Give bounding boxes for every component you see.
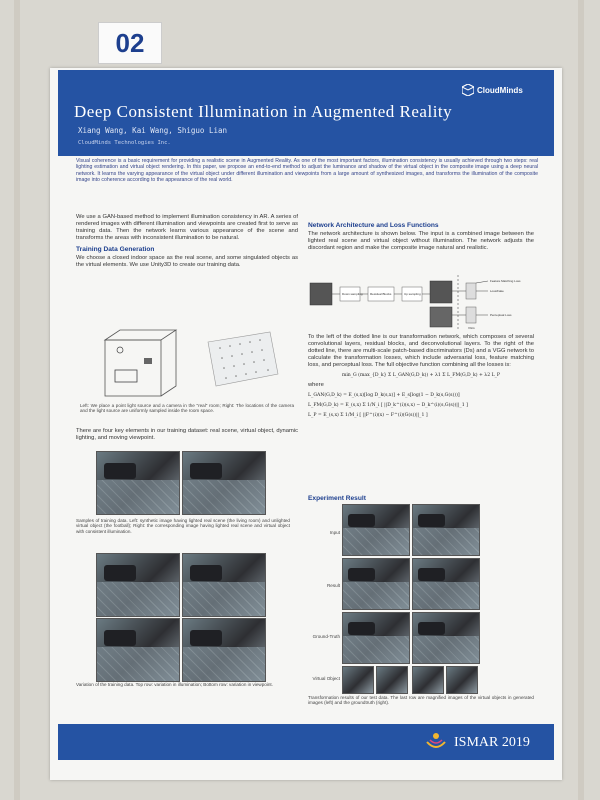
result-groundtruth-2 xyxy=(412,612,480,664)
row-label-virtual-object: Virtual Object xyxy=(312,676,340,681)
conference-name: ISMAR 2019 xyxy=(454,735,530,750)
poster-number-tag: 02 xyxy=(98,22,162,64)
elements-text: There are four key elements in our training dataset: real scene, virtual object, dynamic lighting, and moving viewpoint. xyxy=(76,428,298,441)
row-label-result: Result xyxy=(326,583,340,588)
row-label-groundtruth: Ground-Truth xyxy=(312,634,340,639)
right-column-top xyxy=(308,218,534,252)
poster-header xyxy=(58,70,554,156)
training-sample-lit xyxy=(182,451,266,515)
result-groundtruth-1 xyxy=(342,612,410,664)
caption-samples: Samples of training data. Left: synthetic image having lighted real scene (the living room) and unlighted virtual object (the football); Right: the corresponding image having lighted real scene and virtual object with consistent illumination. xyxy=(76,518,290,534)
training-text: We choose a closed indoor space as the real scene, and some singulated objects as the virtual elements. We use Unity3D to create our training data. xyxy=(76,255,298,268)
label-fm-loss: Feature Matching Loss xyxy=(490,279,521,283)
label-upsampling: Up sampling xyxy=(404,292,421,296)
training-sample-unlit xyxy=(96,451,180,515)
experiment-section xyxy=(308,491,534,504)
equation-main: min_G (max_{D_k} Σ L_GAN(G,D_k)) + λ1 Σ L_FM(G,D_k) + λ2 L_P xyxy=(341,373,501,378)
room-diagram xyxy=(100,328,290,400)
affiliation: CloudMinds Technologies Inc. xyxy=(78,140,171,146)
where-text: where xyxy=(308,382,324,388)
label-residual: Residual Blocks xyxy=(370,292,392,296)
poster-footer xyxy=(58,724,554,760)
variation-view-2 xyxy=(182,618,266,682)
left-column xyxy=(76,214,298,269)
network-heading: Network Architecture and Loss Functions xyxy=(308,222,439,229)
magnified-generated-1 xyxy=(342,666,374,694)
variation-view-1 xyxy=(96,618,180,682)
equation-gan: L_GAN(G,D_k) = E_(s,x)[log D_k(s,x)] + E_s[log(1 − D_k(s,G(s)))] xyxy=(308,393,460,398)
magnified-groundtruth-2 xyxy=(446,666,478,694)
network-text: The network architecture is shown below. The input is a combined image between the lighted real scene and virtual object without illumination. The network adjusts the discordant region and make the composite image natural and realistic. xyxy=(308,231,534,251)
caption-variation: Variation of the training data. Top row: variation in illumination; Bottom row: variation in viewpoint. xyxy=(76,682,273,687)
cube-logo-icon xyxy=(462,84,474,96)
right-column-mid xyxy=(308,334,534,422)
equation-fm: L_FM(G,D_k) = E_(s,x) Σ 1/N_i [ ||D_k^(i)(s,x) − D_k^(i)(s,G(s))||_1 ] xyxy=(308,403,468,408)
label-perceptual: Perceptual Loss xyxy=(490,313,512,317)
wall-seam-left xyxy=(14,0,20,800)
magnified-generated-2 xyxy=(412,666,444,694)
logo-text: CloudMinds xyxy=(477,85,523,95)
intro-text: We use a GAN-based method to implement illumination consistency in AR. A series of rendered images with different illumination and viewpoints are created first to serve as training data. Then the network learns various appearance of the scene and transforms the areas with inconsistent illumination to be natural. xyxy=(76,214,298,241)
company-logo xyxy=(462,84,523,96)
caption-results: Transformation results of our test data. The last row are magnified images of the virtual objects in generated images (left) and the groundtruth (right). xyxy=(308,695,534,706)
network-diagram xyxy=(308,273,536,331)
network-text-2: To the left of the dotted line is our transformation network, which composes of several convolutional layers, residual blocks, and deconvolutional layers. To the right of the dotted line, there are multi-scale patch-based discriminators (Ds) and a VGG network to calculate the transformation losses, which include adversarial loss, feature matching loss, and perceptual loss. The full objective function combining all the losses is: xyxy=(308,334,534,368)
result-input-1 xyxy=(342,504,410,556)
authors: Xiang Wang, Kai Wang, Shiguo Lian xyxy=(78,126,228,135)
label-real-fake: Loss/Fake xyxy=(490,289,504,293)
caption-room: Left: We place a point light source and a camera in the "real" room; Right: The locations of the camera and the light source are uniformly sampled inside the room space. xyxy=(80,403,294,414)
variation-light-2 xyxy=(182,553,266,617)
label-downsampling: Down sampling xyxy=(342,292,363,296)
row-label-input: Input xyxy=(329,530,340,535)
abstract: Visual coherence is a basic requirement for providing a realistic scene in Augmented Reality. As one of the most important factors, illumination consistency is usually achieved through two steps: real lighting estimation and virtual object rendering. In this paper, we propose an end-to-end method to adjust the luminance and shadow of the virtual object in the composite image using a deep neural network. It learns the varying appearance of the virtual object under different illumination and viewpoints from a large amount of synthesized images, and transforms the illumination of the composite image into coherence according to the appearance of the real world. xyxy=(76,158,538,184)
experiment-heading: Experiment Result xyxy=(308,495,366,502)
training-heading: Training Data Generation xyxy=(76,246,155,253)
result-output-2 xyxy=(412,558,480,610)
poster-title: Deep Consistent Illumination in Augmented Reality xyxy=(74,102,453,121)
ismar-logo-icon xyxy=(424,730,448,754)
equation-perceptual: L_P = E_(s,x) Σ 1/M_i [ ||F^(i)(x) − F^(i)(G(s))||_1 ] xyxy=(308,413,428,418)
wall-seam-right xyxy=(578,0,584,800)
result-output-1 xyxy=(342,558,410,610)
result-input-2 xyxy=(412,504,480,556)
magnified-groundtruth-1 xyxy=(376,666,408,694)
poster xyxy=(50,68,562,780)
label-vgg: VGG xyxy=(468,326,475,330)
variation-light-1 xyxy=(96,553,180,617)
